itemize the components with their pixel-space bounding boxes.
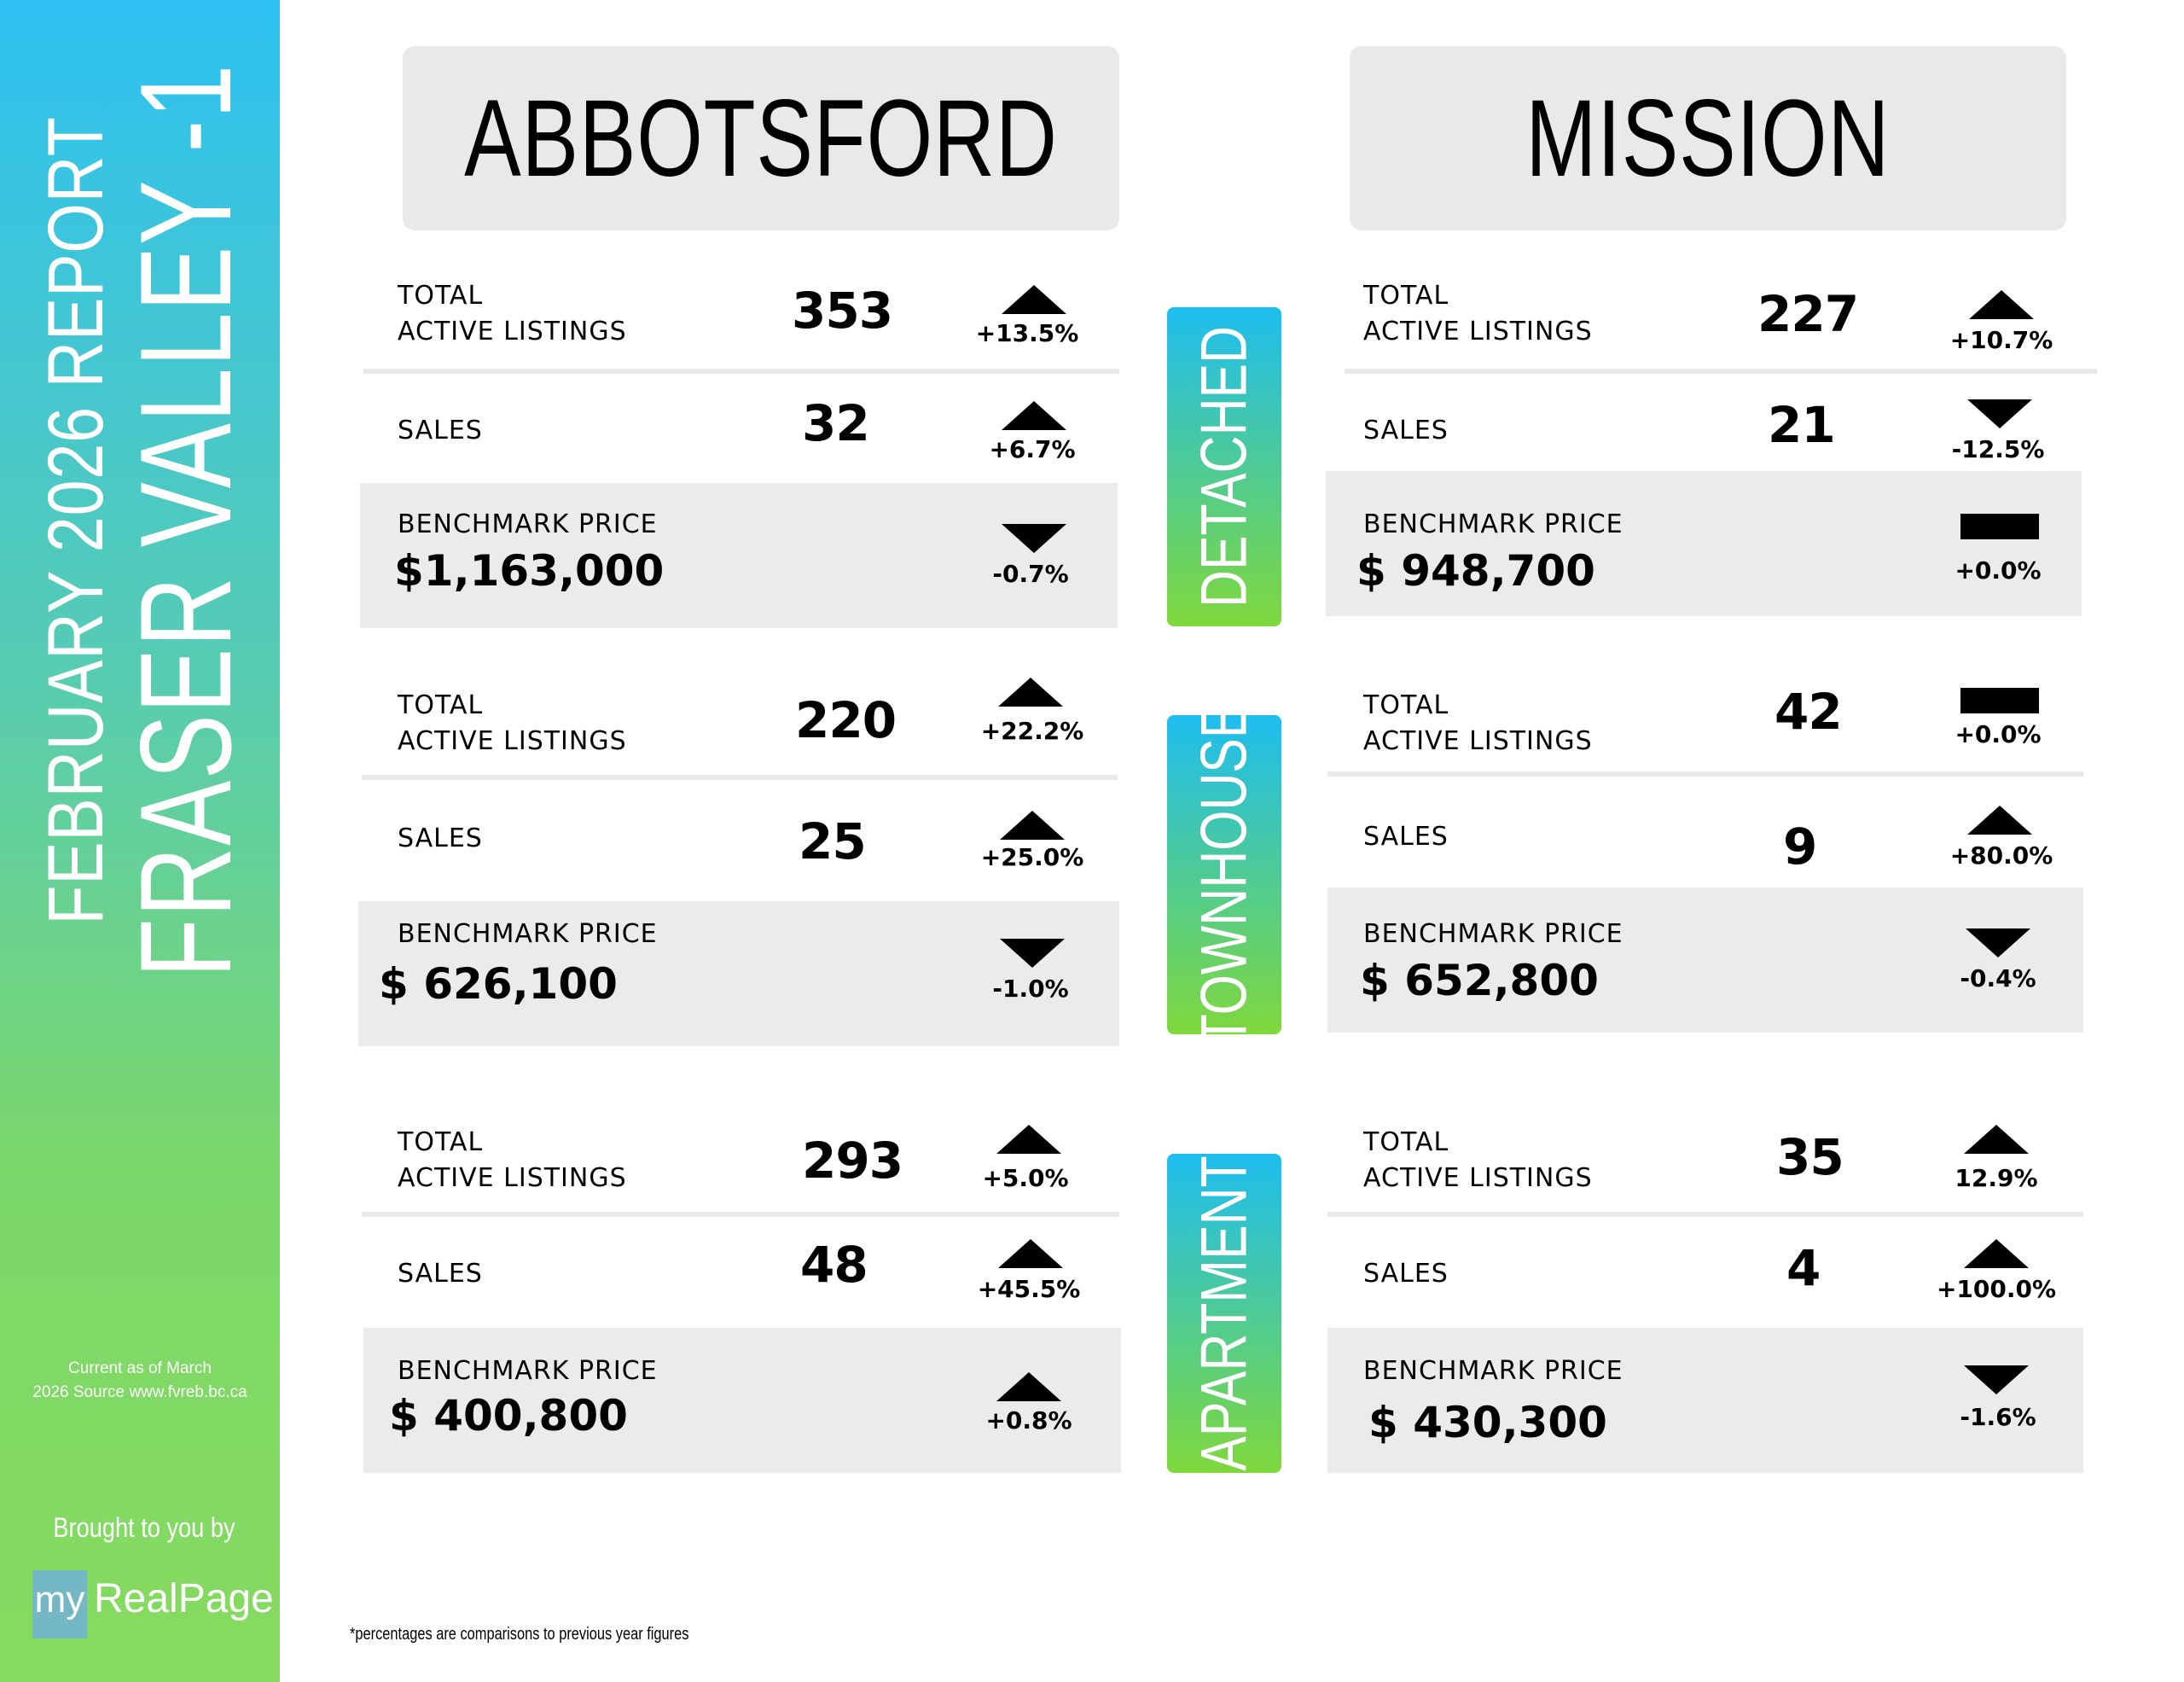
listings-value: 227 (1757, 285, 1859, 343)
sales-change: +45.5% (977, 1275, 1081, 1303)
sales-label: SALES (398, 416, 483, 445)
listings-change: +5.0% (982, 1164, 1069, 1192)
arrow-up-icon (1964, 1125, 2029, 1154)
arrow-up-icon (996, 1125, 1061, 1154)
source-note-line2: 2026 Source www.fvreb.bc.ca (32, 1383, 247, 1401)
sales-change: -12.5% (1951, 435, 2045, 463)
sales-value: 25 (799, 812, 866, 870)
listings-value: 42 (1774, 683, 1842, 741)
benchmark-price: $1,163,000 (394, 546, 665, 596)
arrow-up-icon (1002, 401, 1066, 430)
label-active-listings: ACTIVE LISTINGS (1363, 317, 1593, 346)
flat-bar-icon (1960, 514, 2039, 539)
benchmark-label: BENCHMARK PRICE (398, 509, 658, 539)
sales-change: +25.0% (980, 843, 1084, 871)
label-active-listings: ACTIVE LISTINGS (398, 1163, 627, 1193)
divider (1327, 1212, 2083, 1217)
benchmark-label: BENCHMARK PRICE (1363, 919, 1623, 949)
sales-value: 32 (802, 394, 869, 452)
flat-bar-icon (1960, 688, 2039, 713)
price-change: -0.4% (1960, 964, 2036, 992)
brought-by: Brought to you by (53, 1512, 235, 1543)
sales-label: SALES (1363, 416, 1449, 445)
report-title: FEBRUARY 2026 REPORT (32, 116, 119, 925)
benchmark-price: $ 948,700 (1356, 546, 1595, 596)
label-active-listings: ACTIVE LISTINGS (398, 317, 627, 346)
footnote: *percentages are comparisons to previous year figures (350, 1625, 689, 1644)
benchmark-price: $ 430,300 (1368, 1398, 1607, 1447)
arrow-up-icon (998, 678, 1063, 707)
label-total: TOTAL (1363, 690, 1449, 720)
benchmark-label: BENCHMARK PRICE (1363, 1356, 1623, 1386)
sales-value: 4 (1786, 1239, 1821, 1297)
arrow-up-icon (1000, 811, 1065, 840)
total-active-listings-label (1363, 278, 1593, 350)
sales-change: +80.0% (1949, 841, 2053, 870)
label-active-listings: ACTIVE LISTINGS (398, 726, 627, 756)
tag-label: TOWNHOUSE (1188, 703, 1261, 1046)
label-active-listings: ACTIVE LISTINGS (1363, 1163, 1593, 1193)
sales-value: 48 (800, 1236, 868, 1294)
arrow-up-icon (996, 1372, 1061, 1401)
price-change: -0.7% (992, 560, 1069, 588)
city-header-abbotsford (403, 46, 1119, 230)
divider (1345, 369, 2097, 374)
vertical-title (30, 0, 258, 1130)
benchmark-price: $ 400,800 (389, 1391, 628, 1440)
arrow-down-icon (1002, 524, 1066, 553)
benchmark-label: BENCHMARK PRICE (1363, 509, 1623, 539)
city-name: ABBOTSFORD (464, 77, 1058, 200)
region-title: FRASER VALLEY -1 (113, 63, 258, 978)
price-change: -1.6% (1960, 1403, 2036, 1431)
benchmark-label: BENCHMARK PRICE (398, 919, 658, 949)
arrow-up-icon (1964, 1239, 2029, 1268)
sales-change: +6.7% (989, 435, 1076, 463)
price-change: +0.0% (1955, 556, 2042, 585)
arrow-up-icon (998, 1239, 1063, 1268)
arrow-down-icon (1000, 939, 1065, 968)
tag-apartment (1167, 1154, 1281, 1473)
sales-label: SALES (1363, 822, 1449, 852)
logo-my: my (32, 1570, 87, 1638)
listings-change: +0.0% (1955, 720, 2042, 748)
source-note-line1: Current as of March (68, 1359, 212, 1377)
city-header-mission (1350, 46, 2066, 230)
source-note (0, 1357, 280, 1405)
listings-value: 35 (1776, 1128, 1844, 1186)
divider (362, 775, 1118, 780)
arrow-up-icon (1002, 285, 1066, 314)
sales-label: SALES (398, 1259, 483, 1289)
label-total: TOTAL (1363, 1127, 1449, 1157)
sales-value: 9 (1783, 818, 1817, 876)
tag-label: DETACHED (1188, 326, 1261, 608)
sales-value: 21 (1768, 396, 1835, 454)
sales-label: SALES (398, 824, 483, 853)
label-total: TOTAL (398, 690, 484, 720)
listings-change: 12.9% (1955, 1164, 2038, 1192)
arrow-down-icon (1967, 399, 2032, 428)
sidebar (0, 0, 280, 1682)
divider (1327, 771, 2083, 777)
listings-value: 293 (802, 1132, 903, 1190)
benchmark-label: BENCHMARK PRICE (398, 1356, 658, 1386)
label-total: TOTAL (398, 1127, 484, 1157)
logo-name: RealPage (94, 1576, 274, 1621)
total-active-listings-label (1363, 688, 1593, 760)
divider (362, 1212, 1119, 1217)
listings-change: +13.5% (975, 319, 1079, 347)
divider (363, 369, 1119, 374)
total-active-listings-label (1363, 1125, 1593, 1196)
price-change: +0.8% (985, 1406, 1072, 1435)
benchmark-price: $ 626,100 (379, 959, 618, 1009)
sales-label: SALES (1363, 1259, 1449, 1289)
realpage-logo (32, 1570, 274, 1638)
listings-change: +22.2% (980, 717, 1084, 745)
listings-value: 220 (795, 691, 897, 749)
total-active-listings-label (398, 688, 627, 760)
total-active-listings-label (398, 1125, 627, 1196)
arrow-up-icon (1969, 290, 2034, 319)
tag-townhouse (1167, 703, 1281, 1046)
arrow-down-icon (1966, 928, 2030, 957)
arrow-up-icon (1967, 806, 2032, 835)
benchmark-price: $ 652,800 (1360, 956, 1599, 1005)
sales-change: +100.0% (1936, 1275, 2057, 1303)
city-name: MISSION (1525, 77, 1891, 200)
total-active-listings-label (398, 278, 627, 350)
tag-detached (1167, 307, 1281, 626)
arrow-down-icon (1964, 1365, 2029, 1394)
label-total: TOTAL (398, 281, 484, 311)
price-change: -1.0% (992, 975, 1069, 1003)
tag-label: APARTMENT (1188, 1155, 1261, 1471)
label-total: TOTAL (1363, 281, 1449, 311)
listings-value: 353 (792, 282, 893, 340)
listings-change: +10.7% (1949, 326, 2053, 354)
label-active-listings: ACTIVE LISTINGS (1363, 726, 1593, 756)
